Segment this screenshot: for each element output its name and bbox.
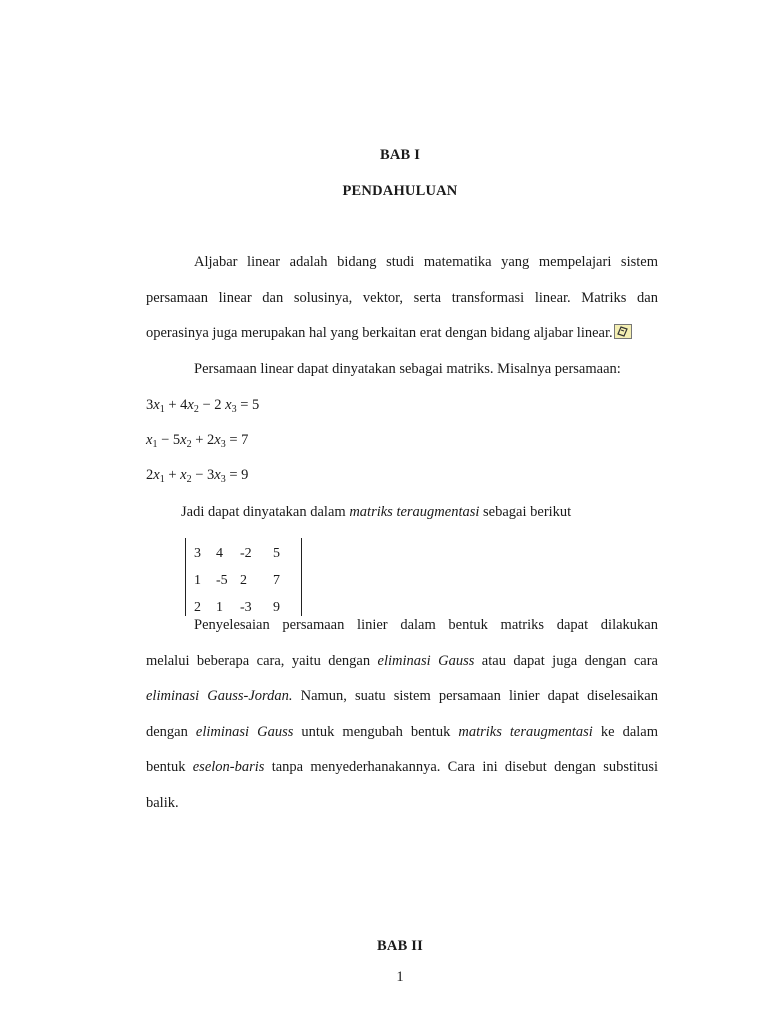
text-span: Namun, suatu sistem persamaan linier dapat diselesaikan	[292, 688, 658, 704]
chapter-subtitle: PENDAHULUAN	[342, 183, 458, 199]
paragraph-line	[146, 644, 658, 680]
italic-term: matriks teraugmentasi	[349, 504, 480, 520]
paragraph-line	[146, 750, 658, 786]
matrix-cell: 3	[194, 545, 201, 561]
paragraph-line: Persamaan linear dapat dinyatakan sebagai matriks. Misalnya persamaan:	[194, 361, 621, 377]
matrix-cell: 4	[216, 545, 223, 561]
paragraph-line	[146, 679, 658, 715]
chapter-title: BAB I	[379, 147, 421, 163]
italic-term: eselon-baris	[192, 759, 265, 775]
matrix-cell: 2	[194, 599, 201, 615]
matrix-cell: 1	[216, 599, 223, 615]
italic-term: eliminasi Gauss-Jordan.	[146, 688, 293, 704]
matrix-cell: 2	[240, 572, 247, 588]
paragraph-line: Aljabar linear adalah bidang studi matematika yang mempelajari sistem	[194, 254, 658, 270]
augmented-intro	[181, 504, 571, 521]
text-span: ke dalam	[592, 723, 659, 740]
paragraph-line	[146, 316, 658, 352]
italic-term: matriks teraugmentasi	[458, 723, 593, 740]
text-span: untuk mengubah bentuk	[293, 723, 459, 740]
equation-2: $x_1 - 5x_2 + 2x_3 = 7$	[146, 432, 249, 450]
matrix-cell: 5	[273, 545, 280, 561]
text-span: sebagai berikut	[479, 504, 572, 520]
paragraph-line: persamaan linear dan solusinya, vektor, serta transformasi linear. Matriks dan	[146, 289, 658, 306]
matrix-cell: 1	[194, 572, 201, 588]
augmented-matrix	[185, 538, 302, 616]
intro-paragraph	[146, 245, 658, 352]
text-span: dengan	[146, 723, 196, 740]
italic-term: eliminasi Gauss	[195, 723, 294, 740]
next-chapter-title: BAB II	[377, 938, 423, 954]
italic-term: eliminasi Gauss	[377, 652, 475, 669]
text-span: tanpa menyederhanakannya. Cara ini disebut dengan substitusi	[264, 759, 658, 775]
paragraph-line-text: operasinya juga merupakan hal yang berkaitan erat dengan bidang aljabar linear.	[146, 325, 613, 341]
method-paragraph	[146, 608, 658, 821]
comment-note-icon[interactable]	[614, 324, 632, 339]
matrix-cell: -2	[240, 545, 252, 561]
equation-3: $2x_1 + x_2 - 3x_3 = 9$	[146, 467, 249, 485]
matrix-row	[194, 567, 293, 594]
paragraph-line: Penyelesaian persamaan linier dalam bentuk matriks dapat dilakukan	[194, 617, 658, 633]
equation-1: $3x_1 + 4x_2 - 2$ $x_3 = 5$	[146, 397, 260, 415]
matrix-cell: -3	[240, 599, 252, 615]
page-number: 1	[396, 969, 404, 985]
text-span: Jadi dapat dinyatakan dalam	[181, 504, 350, 520]
text-span: atau dapat juga dengan cara	[474, 652, 658, 669]
matrix-cell: 9	[273, 599, 280, 615]
paragraph-line: balik.	[146, 794, 179, 811]
text-span: bentuk	[146, 759, 193, 775]
text-span: melalui beberapa cara, yaitu dengan	[146, 652, 378, 669]
paragraph-line	[146, 715, 658, 751]
matrix-cell: 7	[273, 572, 280, 588]
matrix-cell: -5	[216, 572, 228, 588]
matrix-row	[194, 540, 293, 567]
